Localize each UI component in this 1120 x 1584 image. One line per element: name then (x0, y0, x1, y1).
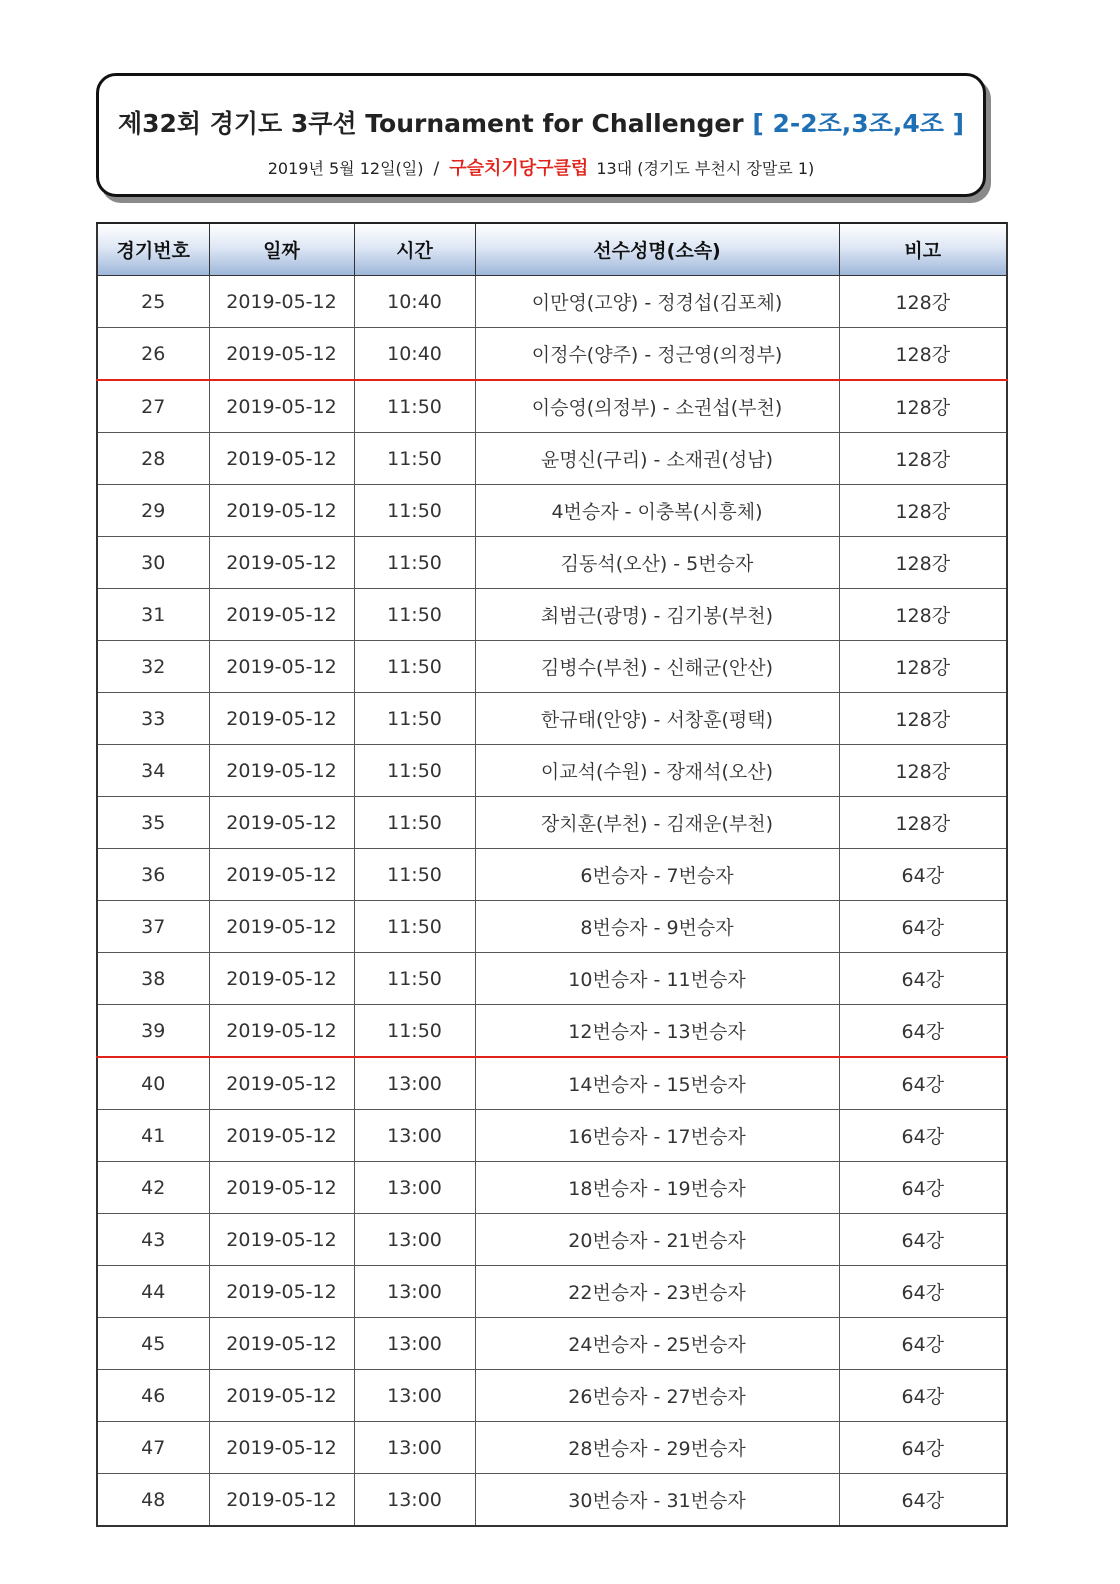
cell-match-number: 44 (97, 1266, 209, 1318)
title-main: 제32회 경기도 3쿠션 Tournament for Challenger (117, 109, 744, 138)
cell-date: 2019-05-12 (209, 1057, 354, 1110)
column-header-players: 선수성명(소속) (475, 223, 839, 276)
cell-note: 128강 (839, 537, 1007, 589)
cell-players: 김병수(부천) - 신해군(안산) (475, 641, 839, 693)
table-row (97, 1474, 1007, 1527)
cell-date: 2019-05-12 (209, 537, 354, 589)
table-row (97, 797, 1007, 849)
cell-note: 64강 (839, 1474, 1007, 1527)
cell-date: 2019-05-12 (209, 1474, 354, 1527)
cell-match-number: 39 (97, 1005, 209, 1058)
table-row (97, 953, 1007, 1005)
table-row (97, 328, 1007, 381)
cell-time: 13:00 (354, 1266, 475, 1318)
cell-match-number: 31 (97, 589, 209, 641)
cell-date: 2019-05-12 (209, 433, 354, 485)
cell-note: 128강 (839, 328, 1007, 381)
cell-match-number: 36 (97, 849, 209, 901)
table-row (97, 641, 1007, 693)
cell-time: 11:50 (354, 745, 475, 797)
cell-players: 이만영(고양) - 정경섭(김포체) (475, 276, 839, 328)
schedule-table (96, 222, 1008, 1527)
cell-time: 13:00 (354, 1162, 475, 1214)
table-row (97, 1162, 1007, 1214)
cell-match-number: 48 (97, 1474, 209, 1527)
cell-match-number: 45 (97, 1318, 209, 1370)
cell-players: 한규태(안양) - 서창훈(평택) (475, 693, 839, 745)
cell-time: 11:50 (354, 380, 475, 433)
cell-players: 30번승자 - 31번승자 (475, 1474, 839, 1527)
cell-time: 11:50 (354, 849, 475, 901)
cell-date: 2019-05-12 (209, 901, 354, 953)
cell-match-number: 35 (97, 797, 209, 849)
subtitle (99, 154, 983, 180)
cell-players: 6번승자 - 7번승자 (475, 849, 839, 901)
table-row (97, 849, 1007, 901)
cell-date: 2019-05-12 (209, 1370, 354, 1422)
cell-date: 2019-05-12 (209, 1266, 354, 1318)
column-header-note: 비고 (839, 223, 1007, 276)
header-row (97, 223, 1007, 276)
venue-detail: 13대 (경기도 부천시 장말로 1) (596, 159, 815, 178)
cell-note: 64강 (839, 1266, 1007, 1318)
table-row (97, 276, 1007, 328)
cell-match-number: 34 (97, 745, 209, 797)
cell-date: 2019-05-12 (209, 380, 354, 433)
cell-time: 11:50 (354, 641, 475, 693)
cell-players: 이승영(의정부) - 소권섭(부천) (475, 380, 839, 433)
cell-date: 2019-05-12 (209, 849, 354, 901)
venue-name: 구슬치기당구클럽 (449, 158, 589, 179)
cell-date: 2019-05-12 (209, 1318, 354, 1370)
table-row (97, 1214, 1007, 1266)
cell-match-number: 37 (97, 901, 209, 953)
cell-date: 2019-05-12 (209, 745, 354, 797)
cell-match-number: 32 (97, 641, 209, 693)
cell-date: 2019-05-12 (209, 797, 354, 849)
header-box (96, 73, 986, 197)
table-body (97, 276, 1007, 1527)
cell-note: 128강 (839, 693, 1007, 745)
cell-note: 128강 (839, 380, 1007, 433)
cell-note: 128강 (839, 797, 1007, 849)
cell-time: 11:50 (354, 1005, 475, 1058)
cell-match-number: 27 (97, 380, 209, 433)
cell-players: 14번승자 - 15번승자 (475, 1057, 839, 1110)
table-row (97, 745, 1007, 797)
table-row (97, 1266, 1007, 1318)
table-row (97, 589, 1007, 641)
cell-match-number: 43 (97, 1214, 209, 1266)
cell-players: 장치훈(부천) - 김재운(부천) (475, 797, 839, 849)
table-row (97, 1005, 1007, 1058)
cell-match-number: 41 (97, 1110, 209, 1162)
cell-time: 10:40 (354, 276, 475, 328)
cell-match-number: 33 (97, 693, 209, 745)
cell-date: 2019-05-12 (209, 276, 354, 328)
cell-time: 11:50 (354, 537, 475, 589)
cell-match-number: 46 (97, 1370, 209, 1422)
cell-match-number: 47 (97, 1422, 209, 1474)
cell-players: 윤명신(구리) - 소재권(성남) (475, 433, 839, 485)
table-header (97, 223, 1007, 276)
cell-time: 13:00 (354, 1422, 475, 1474)
table-row (97, 1110, 1007, 1162)
cell-players: 24번승자 - 25번승자 (475, 1318, 839, 1370)
cell-date: 2019-05-12 (209, 1162, 354, 1214)
cell-time: 10:40 (354, 328, 475, 381)
cell-note: 64강 (839, 1318, 1007, 1370)
column-header-time: 시간 (354, 223, 475, 276)
cell-match-number: 40 (97, 1057, 209, 1110)
table-row (97, 901, 1007, 953)
cell-time: 13:00 (354, 1110, 475, 1162)
cell-date: 2019-05-12 (209, 1214, 354, 1266)
cell-match-number: 29 (97, 485, 209, 537)
cell-players: 12번승자 - 13번승자 (475, 1005, 839, 1058)
column-header-date: 일짜 (209, 223, 354, 276)
cell-match-number: 38 (97, 953, 209, 1005)
cell-players: 26번승자 - 27번승자 (475, 1370, 839, 1422)
cell-date: 2019-05-12 (209, 1422, 354, 1474)
table-row (97, 380, 1007, 433)
cell-note: 64강 (839, 1057, 1007, 1110)
cell-time: 11:50 (354, 433, 475, 485)
cell-note: 64강 (839, 901, 1007, 953)
cell-date: 2019-05-12 (209, 485, 354, 537)
cell-time: 13:00 (354, 1474, 475, 1527)
cell-time: 11:50 (354, 797, 475, 849)
cell-players: 16번승자 - 17번승자 (475, 1110, 839, 1162)
cell-date: 2019-05-12 (209, 328, 354, 381)
table-row (97, 1318, 1007, 1370)
table-row (97, 485, 1007, 537)
cell-note: 64강 (839, 849, 1007, 901)
cell-date: 2019-05-12 (209, 1005, 354, 1058)
cell-time: 13:00 (354, 1370, 475, 1422)
cell-players: 이정수(양주) - 정근영(의정부) (475, 328, 839, 381)
cell-note: 128강 (839, 641, 1007, 693)
cell-players: 이교석(수원) - 장재석(오산) (475, 745, 839, 797)
cell-time: 13:00 (354, 1214, 475, 1266)
cell-note: 64강 (839, 1110, 1007, 1162)
table-row (97, 537, 1007, 589)
cell-match-number: 25 (97, 276, 209, 328)
cell-players: 22번승자 - 23번승자 (475, 1266, 839, 1318)
cell-date: 2019-05-12 (209, 953, 354, 1005)
cell-note: 128강 (839, 589, 1007, 641)
cell-match-number: 42 (97, 1162, 209, 1214)
cell-match-number: 28 (97, 433, 209, 485)
cell-players: 최범근(광명) - 김기봉(부천) (475, 589, 839, 641)
cell-note: 64강 (839, 1005, 1007, 1058)
table-row (97, 1370, 1007, 1422)
separator: / (433, 159, 440, 179)
title-tag: [ 2-2조,3조,4조 ] (752, 109, 965, 138)
cell-note: 64강 (839, 1422, 1007, 1474)
cell-players: 김동석(오산) - 5번승자 (475, 537, 839, 589)
cell-players: 4번승자 - 이충복(시흥체) (475, 485, 839, 537)
cell-note: 64강 (839, 1214, 1007, 1266)
table-row (97, 693, 1007, 745)
table-row (97, 1422, 1007, 1474)
cell-note: 128강 (839, 276, 1007, 328)
table-row (97, 1057, 1007, 1110)
cell-time: 11:50 (354, 693, 475, 745)
cell-players: 10번승자 - 11번승자 (475, 953, 839, 1005)
table-row (97, 433, 1007, 485)
cell-time: 11:50 (354, 901, 475, 953)
cell-players: 20번승자 - 21번승자 (475, 1214, 839, 1266)
cell-time: 13:00 (354, 1318, 475, 1370)
cell-date: 2019-05-12 (209, 693, 354, 745)
cell-time: 11:50 (354, 589, 475, 641)
cell-note: 64강 (839, 953, 1007, 1005)
cell-players: 18번승자 - 19번승자 (475, 1162, 839, 1214)
cell-date: 2019-05-12 (209, 589, 354, 641)
column-header-match-number: 경기번호 (97, 223, 209, 276)
cell-note: 64강 (839, 1162, 1007, 1214)
cell-players: 28번승자 - 29번승자 (475, 1422, 839, 1474)
cell-date: 2019-05-12 (209, 1110, 354, 1162)
cell-note: 128강 (839, 433, 1007, 485)
cell-note: 64강 (839, 1370, 1007, 1422)
cell-match-number: 30 (97, 537, 209, 589)
cell-time: 13:00 (354, 1057, 475, 1110)
cell-date: 2019-05-12 (209, 641, 354, 693)
cell-match-number: 26 (97, 328, 209, 381)
event-date: 2019년 5월 12일(일) (267, 159, 424, 178)
cell-time: 11:50 (354, 953, 475, 1005)
cell-note: 128강 (839, 745, 1007, 797)
cell-time: 11:50 (354, 485, 475, 537)
cell-players: 8번승자 - 9번승자 (475, 901, 839, 953)
cell-note: 128강 (839, 485, 1007, 537)
page-title (99, 104, 983, 140)
